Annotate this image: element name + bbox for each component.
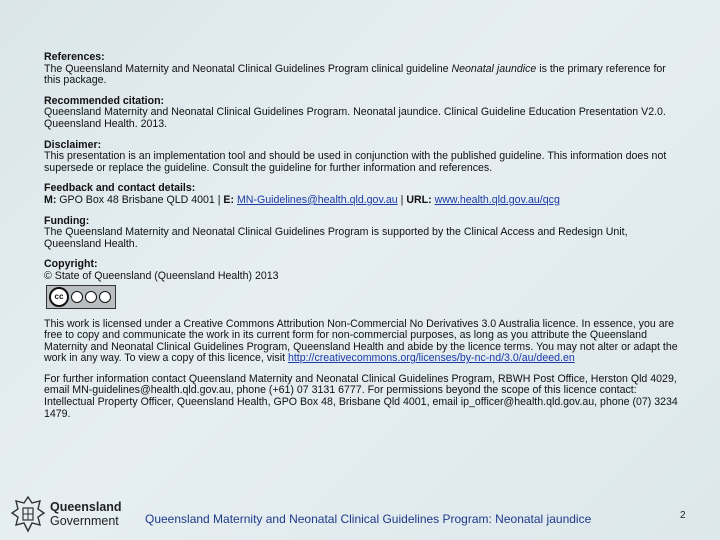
logo-wordmark — [50, 500, 122, 528]
copyright-heading: Copyright: — [44, 258, 98, 271]
licence-link[interactable]: http://creativecommons.org/licenses/by-nc-nd/3.0/au/deed.en — [287, 352, 575, 365]
queensland-government-logo — [10, 494, 130, 534]
further-info-section — [44, 374, 684, 420]
feedback-separator: | — [397, 193, 407, 206]
email-label: E: — [223, 193, 234, 206]
document-body — [44, 52, 684, 429]
licence-text — [44, 319, 684, 365]
cc-logo-icon: cc — [49, 287, 69, 307]
feedback-details — [44, 195, 684, 207]
attribution-icon — [71, 291, 83, 303]
licence-body: This work is licensed under a Creative Commons Attribution Non-Commercial No Derivatives 3.0 Australia licence. In essence, you are free to copy and communicate the work in its current form for non-commercial purposes, as long as you attribute the Queensland Maternity and Neonatal Clinical Guidelines Program, Queensland Health and abide by the licence terms. You may not alter or adapt the work in any way. To view a copy of this licence, visit — [44, 317, 678, 365]
references-text — [44, 64, 684, 87]
references-text-end: is the primary reference for this package. — [44, 62, 666, 87]
feedback-section — [44, 183, 684, 206]
references-section — [44, 52, 684, 87]
logo-line-government: Government — [50, 514, 119, 528]
funding-text: The Queensland Maternity and Neonatal Clinical Guidelines Program is supported by the Clinical Access and Redesign Unit, Queensland Health. — [44, 226, 628, 250]
creative-commons-badge-icon — [46, 285, 116, 309]
references-text-start: The Queensland Maternity and Neonatal Clinical Guidelines Program clinical guideline — [44, 62, 452, 75]
no-derivatives-icon — [99, 291, 111, 303]
disclaimer-heading: Disclaimer: — [44, 138, 102, 151]
citation-section — [44, 96, 684, 131]
further-info-text: For further information contact Queensland Maternity and Neonatal Clinical Guidelines Program, RBWH Post Office, Herston Qld 4029, email MN-guidelines@health.qld.gov.au, phone (+61) 07 3131 6777. For permissions beyond the scope of this licence contact: Intellectual Property Officer, Queensland Health, GPO Box 48, Brisbane Qld 4001, email ip_officer@health.qld.gov.au, phone (07) 3234 1479. — [44, 372, 678, 420]
citation-heading: Recommended citation: — [44, 94, 165, 107]
disclaimer-text: This presentation is an implementation tool and should be used in conjunction with the published guideline. This information does not supersede or replace the guideline. Consult the guideline for further information and references. — [44, 150, 667, 174]
website-link[interactable]: www.health.qld.gov.au/qcg — [434, 193, 560, 206]
logo-line-queensland: Queensland — [50, 500, 122, 514]
citation-text: Queensland Maternity and Neonatal Clinical Guidelines Program. Neonatal jaundice. Clinical Guideline Education Presentation V2.0. Queensland Health. 2013. — [44, 106, 666, 130]
queensland-crest-icon — [10, 495, 46, 533]
mail-label: M: — [44, 193, 57, 206]
licence-section — [44, 319, 684, 365]
references-guideline-title: Neonatal jaundice — [451, 62, 537, 75]
feedback-heading: Feedback and contact details: — [44, 182, 196, 195]
copyright-text: © State of Queensland (Queensland Health) 2013 — [44, 269, 279, 282]
page-number: 2 — [680, 510, 686, 521]
footer-title: Queensland Maternity and Neonatal Clinical Guidelines Program: Neonatal jaundice — [145, 512, 592, 526]
email-link[interactable]: MN-Guidelines@health.qld.gov.au — [236, 193, 398, 206]
disclaimer-section — [44, 140, 684, 175]
copyright-section — [44, 259, 684, 314]
non-commercial-icon — [85, 291, 97, 303]
mail-address: GPO Box 48 Brisbane QLD 4001 | — [56, 193, 224, 206]
url-label: URL: — [406, 193, 432, 206]
funding-heading: Funding: — [44, 214, 90, 227]
funding-section — [44, 216, 684, 251]
references-heading: References: — [44, 51, 105, 63]
